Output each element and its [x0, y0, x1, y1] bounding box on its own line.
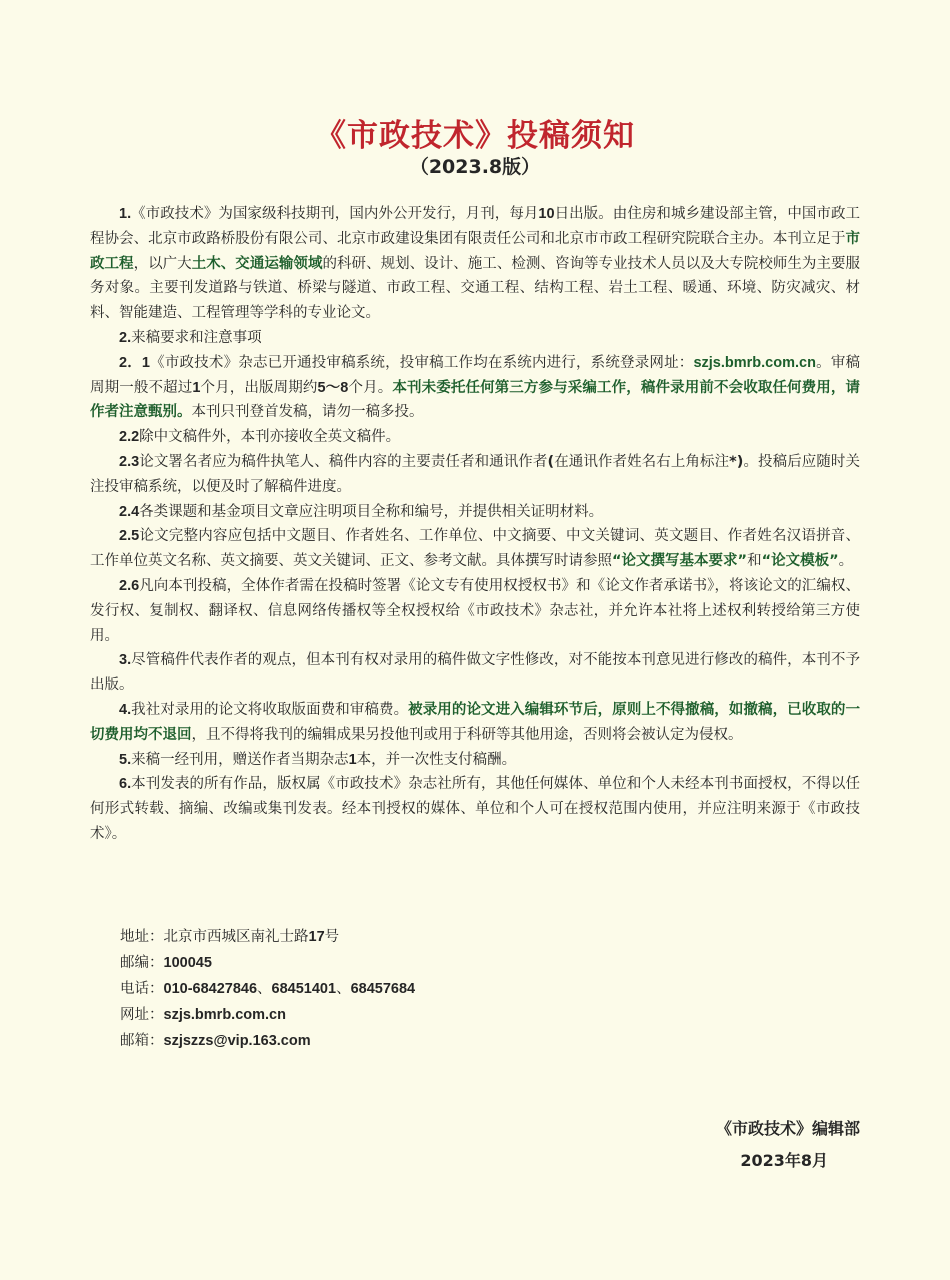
paragraph-5 — [90, 748, 860, 773]
signature-block — [716, 1113, 860, 1177]
text: 本刊只刊登首发稿，请勿一稿多投。 — [191, 404, 424, 421]
text: 凡向本刊投稿，全体作者需在投稿时签署《论文专有使用权授权书》和《论文作者承诺书》，将该论文的汇编权、发行权、复制权、翻译权、信息网络传播权等全权授权给《市政技术》杂志社，并允许本社将上述权利转授给第三方使用。 — [90, 577, 860, 644]
paragraph-2-2 — [90, 425, 860, 450]
number: 10 — [538, 206, 555, 222]
postcode-row — [120, 950, 415, 976]
phone-value[interactable]: 68451401 — [271, 981, 337, 997]
address-row — [120, 924, 415, 950]
email-row — [120, 1028, 415, 1054]
phone-value[interactable]: 68457684 — [350, 981, 416, 997]
address-number: 17 — [308, 929, 325, 945]
paragraph-2-1 — [90, 351, 860, 425]
item-number: 4. — [119, 701, 132, 718]
issue-date: 2023年8月 — [740, 1151, 828, 1170]
label: 地址： — [120, 929, 164, 945]
item-number: 2．1 — [119, 354, 150, 371]
text: *) — [729, 453, 744, 470]
paragraph-4 — [90, 698, 860, 748]
highlight-text: 本刊未委托任何第三方参与采编工作，稿件录用前不会收取任何费用，请作者注意甄别。 — [90, 379, 861, 421]
phone-row — [120, 976, 415, 1002]
number: 1 — [348, 751, 357, 768]
separator: 、 — [257, 981, 272, 997]
text: 论文完整内容应包括中文题目、作者姓名、工作单位、中文摘要、中文关键词、英文题目、作者姓名汉语拼音、工作单位英文名称、英文摘要、英文关键词、正文、参考文献。具体撰写时请参照 — [90, 528, 860, 570]
number: 5～8 — [317, 379, 349, 396]
paragraph-2-3 — [90, 450, 860, 500]
paragraph-2 — [90, 326, 860, 351]
highlight-text: 被录用的论文进入编辑环节后，原则上不得撤稿，如撤稿，已收取的一切费用均不退回 — [90, 701, 860, 743]
item-number: 5. — [119, 751, 132, 768]
item-number: 2.3 — [119, 453, 140, 470]
requirements-link[interactable]: “论文撰写基本要求” — [612, 553, 748, 570]
item-number: 6. — [119, 776, 132, 793]
text: 本刊发表的所有作品，版权属《市政技术》杂志社所有，其他任何媒体、单位和个人未经本刊书面授权，不得以任何形式转载、摘编、改编或集刊发表。经本刊授权的媒体、单位和个人可在授权范围内使用，并应注明来源于《市政技术》。 — [90, 776, 860, 842]
text: 论文署名者应为稿件执笔人、稿件内容的主要责任者和通讯作者 — [139, 453, 548, 470]
paragraph-2-4 — [90, 500, 860, 525]
text: 来稿要求和注意事项 — [131, 329, 262, 346]
highlight-text: 土木、交通运输领域 — [191, 255, 323, 272]
paragraph-6 — [90, 772, 860, 846]
text: 日出版。由住房和城乡建设部主管，中国市政工程协会、北京市政路桥股份有限公司、北京市政建设集团有限责任公司和北京市市政工程研究院联合主办。本刊立足于 — [90, 206, 860, 247]
item-number: 1. — [119, 206, 132, 222]
text: ( — [547, 453, 555, 470]
text: ，且不得将我刊的编辑成果另投他刊或用于科研等其他用途，否则将会被认定为侵权。 — [191, 726, 743, 743]
label: 电话： — [120, 981, 164, 997]
text: 在通讯作者姓名右上角标注 — [554, 453, 730, 470]
text: 和 — [747, 553, 762, 570]
text: 本，并一次性支付稿酬。 — [356, 751, 517, 768]
text: 各类课题和基金项目文章应注明项目全称和编号，并提供相关证明材料。 — [139, 503, 604, 520]
separator: 、 — [336, 981, 351, 997]
contact-block — [120, 924, 415, 1054]
text: 的科研、规划、设计、施工、检测、咨询等专业技术人员以及大专院校师生为主要服务对象。主要刊发道路与铁道、桥梁与隧道、市政工程、交通工程、结构工程、岩土工程、暖通、环境、防灾减灾、材料、智能建造、工程管理等学科的专业论文。 — [90, 255, 861, 322]
text: 我社对录用的论文将收取版面费和审稿费。 — [131, 701, 409, 718]
website-link[interactable]: szjs.bmrb.com.cn — [163, 1007, 286, 1023]
edition-label: （2023.8版） — [409, 156, 541, 178]
number: 1 — [192, 379, 201, 396]
paragraph-3 — [90, 648, 860, 698]
text: 《市政技术》杂志已开通投审稿系统，投审稿工作均在系统内进行，系统登录网址： — [150, 354, 694, 371]
label: 邮编： — [120, 955, 164, 971]
item-number: 2.2 — [119, 429, 140, 446]
website-row — [120, 1002, 415, 1028]
label: 邮箱： — [120, 1033, 164, 1049]
text: 除中文稿件外，本刊亦接收全英文稿件。 — [139, 429, 401, 446]
address-text: 北京市西城区南礼士路 — [163, 929, 309, 945]
item-number: 2.6 — [119, 577, 140, 594]
text: 尽管稿件代表作者的观点，但本刊有权对录用的稿件做文字性修改，对不能按本刊意见进行修改的稿件，本刊不予出版。 — [90, 652, 860, 694]
item-number: 2. — [119, 329, 132, 346]
system-url[interactable]: szjs.bmrb.com.cn — [693, 354, 816, 371]
text: 。 — [838, 553, 854, 570]
paragraph-1 — [90, 202, 860, 326]
editorial-department: 《市政技术》编辑部 — [715, 1119, 860, 1138]
text: 《市政技术》为国家级科技期刊，国内外公开发行，月刊，每月 — [131, 206, 539, 222]
postcode-value: 100045 — [163, 955, 212, 971]
text: 。审稿周期一般不超过 — [90, 354, 861, 396]
text: 。投稿后应随时关注投审稿系统，以便及时了解稿件进度。 — [90, 453, 861, 495]
template-link[interactable]: “论文模板” — [761, 553, 839, 570]
text: 来稿一经刊用，赠送作者当期杂志 — [131, 751, 349, 768]
label: 网址： — [120, 1007, 164, 1023]
item-number: 3. — [119, 652, 132, 669]
notice-body — [90, 202, 860, 847]
text: ，以广大 — [133, 255, 192, 272]
text: 个月，出版周期约 — [200, 379, 318, 396]
paragraph-2-6 — [90, 574, 860, 648]
text: 个月。 — [348, 379, 393, 396]
address-suffix: 号 — [324, 929, 340, 945]
highlight-text: 市政工程 — [90, 230, 860, 272]
page-title: 《市政技术》投稿须知 — [315, 118, 635, 154]
email-link[interactable]: szjszzs@vip.163.com — [163, 1033, 311, 1049]
paragraph-2-5 — [90, 524, 860, 574]
phone-value[interactable]: 010-68427846 — [163, 981, 258, 997]
item-number: 2.5 — [119, 528, 140, 545]
item-number: 2.4 — [119, 503, 140, 520]
